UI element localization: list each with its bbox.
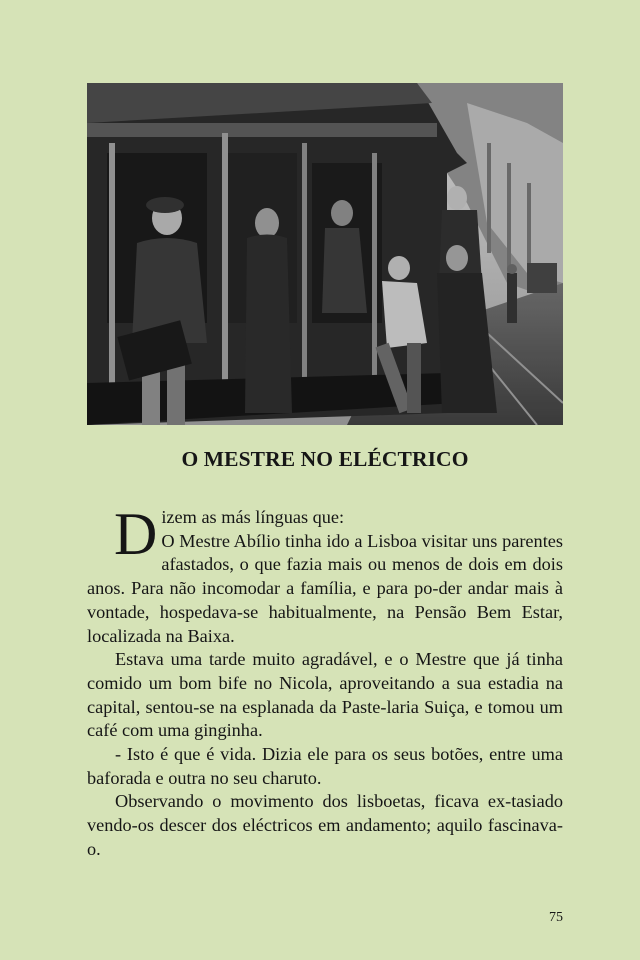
paragraph-4: Observando o movimento dos lisboetas, ficava ex-tasiado vendo-os descer dos eléctricos em andamento; aquilo fascinava-o. — [87, 791, 563, 859]
paragraph-1-rest: O Mestre Abílio tinha ido a Lisboa visitar uns parentes afastados, o que fazia mais ou menos de dois em dois anos. Para não incomodar a família, e para po-der andar mais à vontade, hospedava-se habitualmente, na Pensão Bem Estar, localizada na Baixa. — [87, 530, 563, 646]
paragraph-2: Estava uma tarde muito agradável, e o Mestre que já tinha comido um bom bife no Nicola, aproveitando a sua estadia na capital, sentou-se na esplanada da Paste-laria Suiça, e tomou um café com uma ginginha. — [87, 649, 563, 741]
paragraph-1-lead: izem as más línguas que: — [161, 507, 345, 527]
body-text — [87, 501, 563, 862]
chapter-title: O MESTRE NO ELÉCTRICO — [181, 447, 469, 471]
drop-cap: D — [114, 501, 158, 567]
tram-photo — [87, 83, 563, 425]
paragraph-3: - Isto é que é vida. Dizia ele para os seus botões, entre uma baforada e outra no seu charuto. — [87, 744, 563, 788]
tram-photo-icon — [87, 83, 563, 425]
paragraph-1 — [87, 501, 563, 648]
page-number: 75 — [549, 910, 563, 925]
